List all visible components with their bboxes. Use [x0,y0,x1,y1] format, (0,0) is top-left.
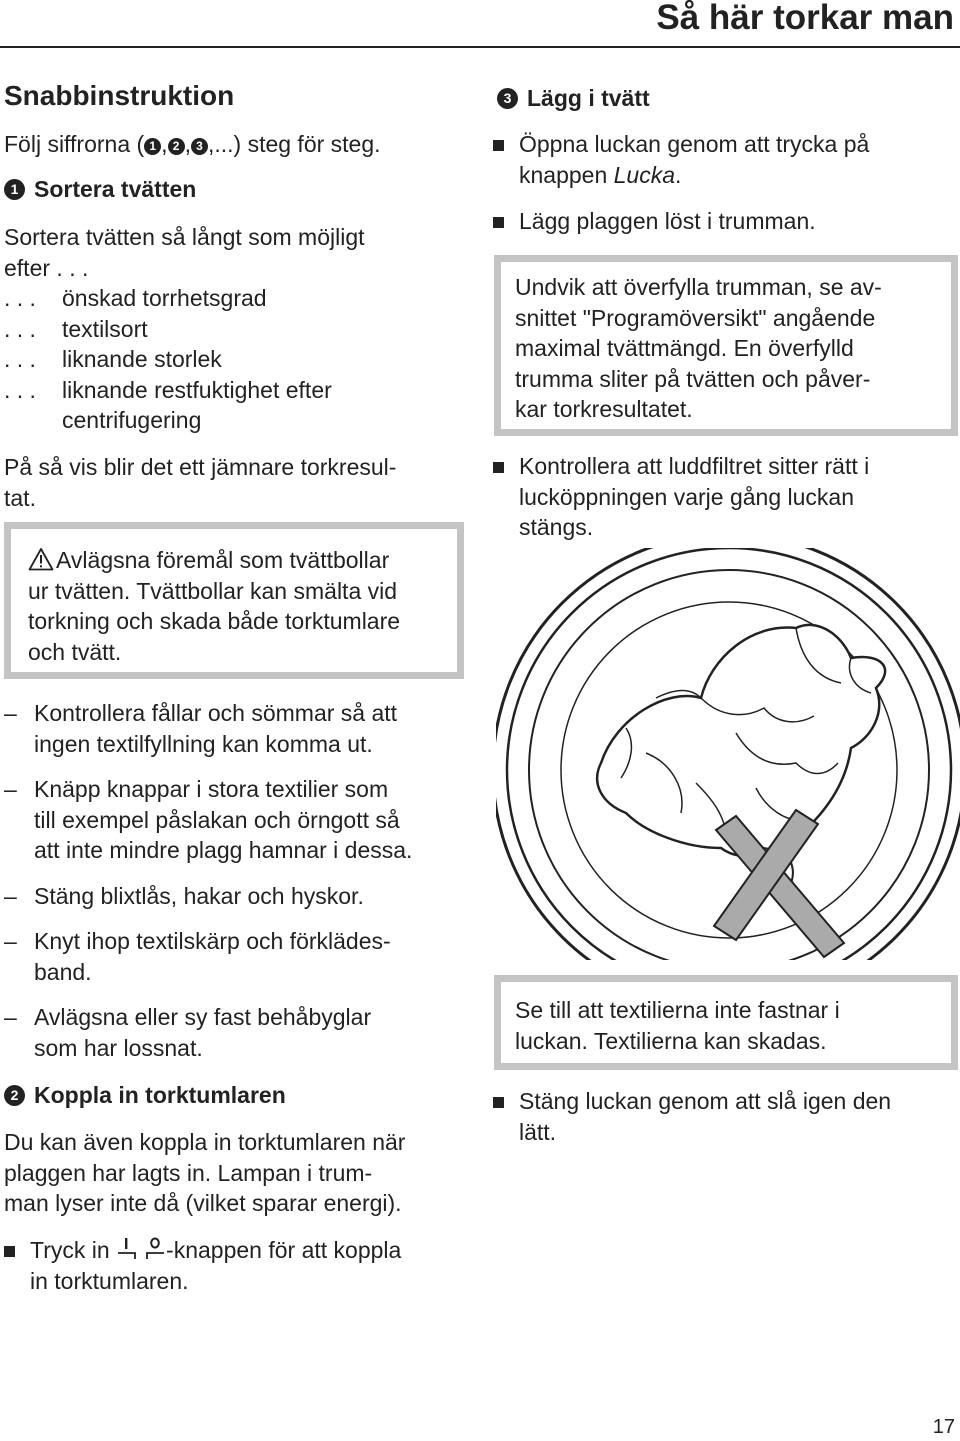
list-item-text: att inte mindre plagg hamnar i dessa. [34,837,413,863]
criteria-list [4,283,464,436]
bullet-square [493,462,504,473]
caution-line: luckan. Textilierna kan skadas. [515,1027,827,1054]
criteria-text: centrifugering [62,407,202,433]
overfill-note-box [494,255,958,436]
bullet-square [493,140,504,151]
step3-heading [497,85,650,112]
intro-badge-3: 3 [191,138,208,155]
step1-heading [4,176,196,203]
list-item-text: band. [34,958,92,985]
section-title: Snabbinstruktion [4,80,235,111]
list-item: – Avlägsna eller sy fast behåbyglar som har lossnat. [4,1002,474,1063]
bullet-square [4,1246,15,1257]
step3-bullet3-line: lucköppningen varje gång luckan [519,483,855,510]
step3-bullet-1 [493,129,953,190]
caution-line: Se till att textilierna inte fastnar i [515,997,840,1023]
list-item: – Stäng blixtlås, hakar och hyskor. [4,881,474,912]
list-item-text: Knyt ihop textilskärp och förklädes- [34,928,391,954]
step1-intro [4,222,365,283]
list-item-text: ingen textilfyllning kan komma ut. [34,730,373,757]
step3-bullet-4 [493,1086,953,1147]
dash-list [4,698,474,1063]
list-item-text: Stäng blixtlås, hakar och hyskor. [34,882,364,909]
step2-line: plaggen har lagts in. Lampan i trum- [4,1159,373,1186]
step1-result-line: tat. [4,484,36,511]
intro-badge-1: 1 [144,138,161,155]
warning-text: ur tvätten. Tvättbollar kan smälta vid [28,577,398,604]
step1-result [4,452,396,513]
intro-post: ,...) steg för steg. [207,131,381,157]
step3-number-badge: 3 [497,88,518,109]
step2-text [4,1127,405,1219]
list-item: – Knyt ihop textilskärp och förklädes- band. [4,926,474,987]
criteria-dots: . . . [4,376,36,403]
list-item-text: Avlägsna eller sy fast behåbyglar [34,1004,372,1030]
intro-badge-2: 2 [168,138,185,155]
lucka-button-label: Lucka [613,161,676,188]
warning-box [4,522,464,679]
step1-intro-line: efter . . . [4,254,89,281]
warning-text: torkning och skada både torktumlare [28,608,401,634]
list-item-text: Kontrollera fållar och sömmar så att [34,700,398,726]
note-line: trumma sliter på tvätten och påver- [515,365,871,392]
criteria-text: textilsort [62,315,148,342]
step3-bullet-3 [493,451,953,543]
list-item-text: till exempel påslakan och örngott så [34,806,400,833]
step2-bullet [4,1235,474,1296]
step1-number-badge: 1 [4,179,25,200]
step3-bullet1-pre: knappen [519,161,614,188]
page-header-title: Så här torkar man [656,0,954,37]
step2-heading [4,1082,286,1109]
step1-result-line: På så vis blir det ett jämnare torkresul- [4,454,397,480]
list-item: – Kontrollera fållar och sömmar så att ingen textilfyllning kan komma ut. [4,698,474,759]
criteria-text: liknande restfuktighet efter [62,376,332,403]
warning-text: Avlägsna föremål som tvättbollar [56,547,390,573]
caution-box [494,975,958,1070]
step2-number-badge: 2 [4,1085,25,1106]
step3-bullet3-line: Kontrollera att luddfiltret sitter rätt i [519,453,870,479]
step3-bullet1-line1: Öppna luckan genom att trycka på [519,131,870,157]
list-item-text: som har lossnat. [34,1034,203,1061]
step2-bullet-line2: in torktumlaren. [30,1267,189,1294]
list-item: – Knäpp knappar i stora textilier som till exempel påslakan och örngott så att inte mindre plagg hamnar i dessa. [4,774,474,866]
warning-text: och tvätt. [28,638,122,665]
step1-title: Sortera tvätten [34,176,197,202]
bullet-square [493,217,504,228]
criteria-text: önskad torrhetsgrad [62,285,267,311]
step3-title: Lägg i tvätt [527,85,650,111]
step3-bullet1-post: . [675,161,682,188]
step3-bullet3-line: stängs. [519,514,594,540]
criteria-item [4,375,464,436]
step3-bullet-2 [493,206,953,237]
page-number: 17 [932,1416,955,1438]
drum-with-laundry-illustration [496,548,960,960]
criteria-item [4,314,464,345]
criteria-item [4,283,464,314]
note-line: snittet "Programöversikt" angående [515,304,876,331]
warning-triangle-icon [28,547,54,571]
criteria-dots: . . . [4,285,36,311]
step3-bullet4-line: lätt. [519,1118,557,1145]
list-item-text: Knäpp knappar i stora textilier som [34,776,389,802]
step1-intro-line: Sortera tvätten så långt som möjligt [4,224,365,250]
note-line: kar torkresultatet. [515,396,693,422]
step2-bullet-pre: Tryck in [30,1237,117,1263]
criteria-text: liknande storlek [62,346,222,372]
step2-line: man lyser inte då (vilket sparar energi). [4,1190,402,1216]
power-on-off-icon [117,1237,165,1261]
step3-bullet2-text: Lägg plaggen löst i trumman. [519,208,816,234]
header-rule [0,46,960,48]
criteria-dots: . . . [4,315,36,342]
note-line: Undvik att överfylla trumman, se av- [515,274,882,300]
bullet-square [493,1097,504,1108]
criteria-dots: . . . [4,346,36,372]
step3-bullet4-line: Stäng luckan genom att slå igen den [519,1088,892,1114]
step2-bullet-post: -knappen för att koppla [166,1237,402,1263]
step2-title: Koppla in torktumlaren [34,1082,286,1108]
intro-text: Följ siffrorna ( 1 , 2 , 3 ,...) steg för steg. [4,131,381,157]
step2-line: Du kan även koppla in torktumlaren när [4,1129,406,1155]
note-line: maximal tvättmängd. En överfylld [515,335,854,361]
criteria-item [4,344,464,375]
intro-pre: Följ siffrorna ( [4,131,145,157]
